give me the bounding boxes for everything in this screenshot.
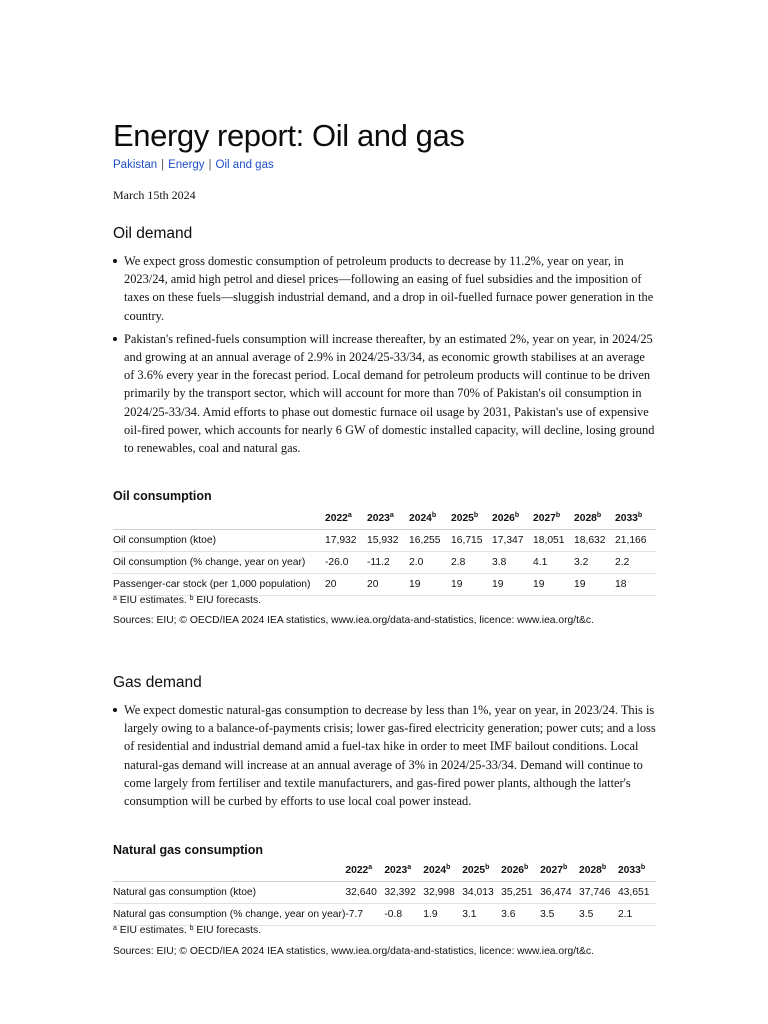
- row-label: Natural gas consumption (% change, year on year): [113, 903, 345, 925]
- oil-table-sources: Sources: EIU; © OECD/IEA 2024 IEA statistics, www.iea.org/data-and-statistics, licence: www.iea.org/t&c.: [113, 615, 594, 626]
- breadcrumb-link-oil-and-gas[interactable]: Oil and gas: [215, 159, 274, 171]
- gas-table-footnote: $^a$ EIU estimates. $^b$ EIU forecasts.: [113, 925, 262, 936]
- oil-demand-heading: Oil demand: [113, 225, 193, 242]
- table-cell: 15,932: [367, 529, 409, 551]
- table-cell: 2.1: [618, 903, 656, 925]
- year-header: 2023$^a$: [367, 507, 409, 529]
- table-cell: 3.2: [574, 551, 615, 573]
- gas-consumption-table: [113, 859, 656, 926]
- table-cell: 32,392: [384, 881, 423, 903]
- breadcrumb-separator: |: [161, 159, 165, 171]
- oil-demand-bullets: [113, 252, 656, 457]
- table-cell: 37,746: [579, 881, 618, 903]
- table-cell: 3.5: [540, 903, 579, 925]
- year-header: 2024$^b$: [423, 859, 462, 881]
- oil-consumption-table-title: Oil consumption: [113, 489, 212, 503]
- table-cell: 43,651: [618, 881, 656, 903]
- gas-demand-heading: Gas demand: [113, 674, 202, 691]
- table-cell: 20: [367, 573, 409, 595]
- year-header: 2025$^b$: [451, 507, 492, 529]
- year-header: 2024$^b$: [409, 507, 451, 529]
- table-cell: -26.0: [325, 551, 367, 573]
- table-cell: -7.7: [345, 903, 384, 925]
- year-header: 2027$^b$: [533, 507, 574, 529]
- table-row: [113, 573, 656, 595]
- table-cell: 3.6: [501, 903, 540, 925]
- table-cell: 17,932: [325, 529, 367, 551]
- table-cell: 3.5: [579, 903, 618, 925]
- table-cell: 18,051: [533, 529, 574, 551]
- year-header: 2026$^b$: [501, 859, 540, 881]
- year-header: 2023$^a$: [384, 859, 423, 881]
- breadcrumb-separator: |: [208, 159, 212, 171]
- table-cell: 32,640: [345, 881, 384, 903]
- year-header: 2022$^a$: [325, 507, 367, 529]
- table-row: [113, 551, 656, 573]
- row-label: Oil consumption (% change, year on year): [113, 551, 325, 573]
- publish-date: March 15th 2024: [113, 188, 196, 202]
- table-cell: 18: [615, 573, 656, 595]
- table-cell: 21,166: [615, 529, 656, 551]
- year-header: 2028$^b$: [574, 507, 615, 529]
- table-cell: 16,715: [451, 529, 492, 551]
- table-cell: 2.0: [409, 551, 451, 573]
- breadcrumb-link-pakistan[interactable]: Pakistan: [113, 159, 158, 171]
- table-cell: 1.9: [423, 903, 462, 925]
- gas-table-sources: Sources: EIU; © OECD/IEA 2024 IEA statistics, www.iea.org/data-and-statistics, licence: www.iea.org/t&c.: [113, 946, 594, 957]
- table-cell: 35,251: [501, 881, 540, 903]
- oil-consumption-table: [113, 507, 656, 596]
- page-title: Energy report: Oil and gas: [113, 118, 465, 153]
- bullet-item: We expect gross domestic consumption of petroleum products to decrease by 11.2%, year on year, in 2023/24, amid high petrol and diesel prices—following an easing of fuel subsidies and the imposition of taxes on these fuels—sluggish industrial demand, and a drop in oil-fuelled furnace power generation in the country.: [113, 252, 656, 325]
- table-cell: 19: [409, 573, 451, 595]
- bullet-item: We expect domestic natural-gas consumption to decrease by less than 1%, year on year, in 2023/24. This is largely owing to a balance-of-payments crisis; lower gas-fired electricity generation; power cuts; and a loss of residential and industrial demand amid a fuel-tax hike in order to meet IMF bailout conditions. Local natural-gas demand will increase at an annual average of 3% in 2024/25-33/34. Demand will continue to come largely from fertiliser and textile manufacturers, and gas-fired power plants, although the latter's consumption will be curbed by efforts to use local coal power instead.: [113, 701, 656, 810]
- year-header: 2025$^b$: [462, 859, 501, 881]
- table-header-label-cell: [113, 507, 325, 529]
- table-cell: 19: [451, 573, 492, 595]
- table-cell: 2.8: [451, 551, 492, 573]
- table-cell: 19: [533, 573, 574, 595]
- breadcrumb-link-energy[interactable]: Energy: [168, 159, 205, 171]
- year-header: 2033$^b$: [615, 507, 656, 529]
- table-header-row: [113, 507, 656, 529]
- table-cell: 2.2: [615, 551, 656, 573]
- table-cell: 18,632: [574, 529, 615, 551]
- table-row: [113, 881, 656, 903]
- table-cell: 36,474: [540, 881, 579, 903]
- table-cell: 4.1: [533, 551, 574, 573]
- table-row: [113, 529, 656, 551]
- table-cell: 17,347: [492, 529, 533, 551]
- row-label: Passenger-car stock (per 1,000 population): [113, 573, 325, 595]
- table-cell: 19: [574, 573, 615, 595]
- table-header-row: [113, 859, 656, 881]
- table-row: [113, 903, 656, 925]
- gas-consumption-table-title: Natural gas consumption: [113, 843, 264, 857]
- year-header: 2027$^b$: [540, 859, 579, 881]
- oil-table-footnote: $^a$ EIU estimates. $^b$ EIU forecasts.: [113, 595, 262, 606]
- breadcrumb: [113, 159, 274, 171]
- table-cell: 34,013: [462, 881, 501, 903]
- table-cell: 16,255: [409, 529, 451, 551]
- year-header: 2033$^b$: [618, 859, 656, 881]
- table-cell: 20: [325, 573, 367, 595]
- table-header-label-cell: [113, 859, 345, 881]
- year-header: 2028$^b$: [579, 859, 618, 881]
- year-header: 2022$^a$: [345, 859, 384, 881]
- table-cell: 32,998: [423, 881, 462, 903]
- table-cell: -0.8: [384, 903, 423, 925]
- bullet-item: Pakistan's refined-fuels consumption will increase thereafter, by an estimated 2%, year on year, in 2024/25 and growing at an annual average of 2.9% in 2024/25-33/34, as economic growth stabilises at an average of 3.6% every year in the forecast period. Local demand for petroleum products will continue to be driven primarily by the transport sector, which will account for more than 70% of Pakistan's oil consumption in 2024/25-33/34. Amid efforts to phase out domestic furnace oil usage by 2031, Pakistan's use of expensive oil-fired power, which accounts for nearly 6 GW of domestic installed capacity, will decline, losing ground to renewables, coal and natural gas.: [113, 330, 656, 457]
- table-cell: -11.2: [367, 551, 409, 573]
- gas-demand-bullets: [113, 701, 656, 810]
- table-cell: 19: [492, 573, 533, 595]
- table-cell: 3.8: [492, 551, 533, 573]
- year-header: 2026$^b$: [492, 507, 533, 529]
- row-label: Natural gas consumption (ktoe): [113, 881, 345, 903]
- row-label: Oil consumption (ktoe): [113, 529, 325, 551]
- table-cell: 3.1: [462, 903, 501, 925]
